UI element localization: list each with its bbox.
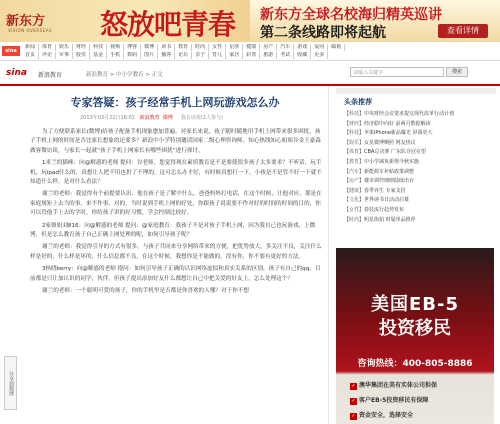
banner-line2: 第二条线路即将起航 bbox=[260, 25, 386, 41]
search-button[interactable]: 搜索 bbox=[446, 67, 468, 77]
check-icon: ✓ bbox=[351, 383, 356, 389]
article-title: 专家答疑：孩子经常手机上网玩游戏怎么办 bbox=[70, 96, 280, 109]
check-icon: ✓ bbox=[351, 398, 356, 404]
nav-item[interactable]: 教育 bbox=[175, 44, 192, 51]
nav-item[interactable]: 娱乐 bbox=[56, 44, 73, 51]
paragraph: 1米兰的猫咪：向@解惑的老师 提问：谷老师，您觉得现在素质教育是不是要使很多孩子太多要求？不听话，玩手机，玩ipad什么的，真想让人把不用也扔了不理的，这可怎么办才好，有时候真想打一下，小孩是不是管不好一下就不知道什么样，是对什么看法？ bbox=[30, 160, 322, 186]
channel-name[interactable]: 新浪教育 bbox=[38, 72, 63, 79]
hot-news-text[interactable]: 楼市调控细则陆续出台 bbox=[364, 178, 415, 185]
hot-news-item[interactable] bbox=[344, 177, 494, 187]
nav-item[interactable]: 邮箱 bbox=[328, 44, 345, 51]
comment-link[interactable]: 我有话说(2人参与) bbox=[180, 115, 223, 121]
hot-news-text[interactable]: CBA总决赛 广东队夺冠在望 bbox=[364, 149, 426, 156]
hot-news-tag: 【科技】 bbox=[344, 130, 365, 137]
nav-item[interactable]: 评论 bbox=[39, 52, 56, 59]
nav-item[interactable]: 汽车 bbox=[277, 44, 294, 51]
hot-news-text[interactable]: 经济稳中向好 前两月数据解读 bbox=[364, 120, 431, 127]
article-date: 2013年03月22日16:01 bbox=[80, 115, 135, 121]
hot-news-item[interactable] bbox=[344, 120, 494, 130]
article-body bbox=[30, 128, 322, 300]
nav-item[interactable]: 图片 bbox=[141, 52, 158, 59]
ad-feature-1 bbox=[350, 380, 490, 390]
nav-item[interactable]: 科技 bbox=[90, 44, 107, 51]
hot-news-list bbox=[344, 110, 494, 225]
nav-item[interactable]: 视频 bbox=[107, 44, 124, 51]
nav-item[interactable]: 星座 bbox=[226, 44, 243, 51]
banner-detail-button[interactable]: 查看详情 bbox=[438, 24, 488, 38]
hot-news-tag: 【娱乐】 bbox=[344, 139, 365, 146]
column-divider bbox=[328, 86, 329, 424]
hot-news-text[interactable]: 中小学减负新规今秋实施 bbox=[364, 158, 420, 165]
nav-item[interactable]: 旅游 bbox=[260, 52, 277, 59]
hot-news-tag: 【体育】 bbox=[344, 149, 365, 156]
ad-title-2: 投资移民 bbox=[379, 318, 451, 339]
hot-news-tag: 【女性】 bbox=[344, 206, 365, 213]
nav-item[interactable]: 博客 bbox=[124, 44, 141, 51]
hot-news-tag: 【文化】 bbox=[344, 197, 365, 204]
hot-news-item[interactable] bbox=[344, 129, 494, 139]
hot-news-tag: 【科技】 bbox=[344, 111, 365, 117]
hot-news-text[interactable]: 女星微博晒照 网友热议 bbox=[364, 139, 416, 146]
hot-news-text[interactable]: 中央财经会议要求提交现代改革行动计划 bbox=[364, 111, 455, 117]
nav-row-2 bbox=[22, 52, 500, 59]
ad-title-1: 美国EB-5 bbox=[370, 294, 459, 315]
hot-news-item[interactable] bbox=[344, 206, 494, 216]
ad-feature-3 bbox=[350, 410, 490, 420]
nav-item[interactable]: 房产 bbox=[260, 44, 277, 51]
article-source[interactable]: 新浪教育 bbox=[139, 115, 160, 121]
banner-brand: 新东方 bbox=[6, 14, 46, 29]
hot-news-text[interactable]: 新能源车补贴政策调整 bbox=[364, 168, 415, 175]
nav-item[interactable]: 财经 bbox=[73, 44, 90, 51]
paragraph: 2家姐姐刘816：向@解惑的老师 提问：@家庭教育：我孩子不是对孩子手机上网，因为我自己也玩游戏，上微博，但是怎么教育孩子自己正确上网处理的呢，如何引导孩子呢？ bbox=[30, 222, 316, 239]
nav-item[interactable]: 体育 bbox=[39, 44, 56, 51]
hot-news-title: 头条推荐 bbox=[344, 98, 372, 106]
nav-item[interactable]: 论坛 bbox=[175, 52, 192, 59]
breadcrumb[interactable]: 新浪教育 > 中小学教育 > 正文 bbox=[86, 72, 163, 78]
nav-item[interactable]: 数码 bbox=[124, 52, 141, 59]
nav-item[interactable]: 考试 bbox=[277, 52, 294, 59]
nav-item[interactable]: 手机 bbox=[107, 52, 124, 59]
nav-item[interactable]: 时尚 bbox=[192, 44, 209, 51]
sidebar-top-bar bbox=[336, 88, 496, 94]
nav-item[interactable]: 基金 bbox=[90, 52, 107, 59]
hot-news-item[interactable] bbox=[344, 148, 494, 158]
hot-news-tag: 【财经】 bbox=[344, 120, 365, 127]
nav-item[interactable]: 新闻 bbox=[22, 44, 39, 51]
paragraph: 谢兰的老师：一个聪明可爱的孩子，你的手机里是否都是你喜欢的人哪？对于你不想 bbox=[42, 288, 249, 295]
banner-line1: 新东方全球名校海归精英巡讲 bbox=[260, 7, 442, 23]
hot-news-item[interactable] bbox=[344, 110, 494, 120]
hot-news-tag: 【房产】 bbox=[344, 178, 365, 185]
sina-logo[interactable]: sina bbox=[6, 68, 27, 78]
nav-item[interactable]: 家居 bbox=[226, 52, 243, 59]
nav-item[interactable]: 游戏 bbox=[294, 44, 311, 51]
share-to-weibo-button[interactable]: 分享到微博 bbox=[4, 356, 17, 410]
nav-item[interactable]: 首页 bbox=[22, 52, 39, 59]
nav-item[interactable]: 军事 bbox=[56, 52, 73, 59]
paragraph: 谢兰的老师：我觉得有个前提要认识，他在孩子是了解中什么，爸爸妈妈打电话，在这个时候，让他对应，那是在家庭规矩上去当的事，来不作事，对的，当时说到手机上网的好处，你跟孩子说说要不作对好的时间的时间的目的，你可以管他手上去的学时，你给孩子讲的好习惯，学会控制比较好。 bbox=[30, 191, 322, 217]
sina-mini-logo[interactable]: sina bbox=[2, 46, 20, 56]
search-input[interactable]: 请输入关键字 bbox=[350, 67, 444, 77]
nav-row-1 bbox=[22, 44, 500, 51]
nav-item[interactable]: 更多 bbox=[311, 52, 328, 59]
hot-news-item[interactable] bbox=[344, 196, 494, 206]
nav-item[interactable]: 亲子 bbox=[192, 52, 209, 59]
paragraph: 3杨晓kerry：向@解惑的老师 提问：如何引导孩子正确的认识网络虚拟和真实关系的区别，孩子有自己的qq，目前都是只让加认识的同学，伙伴。但孩子提出添加好友什么都想让自己中把关爱的好友上，怎么处理这个？ bbox=[30, 266, 321, 282]
nav-item[interactable]: 女性 bbox=[209, 44, 226, 51]
ad-feature-text: 资金安全，选择安全 bbox=[359, 412, 414, 419]
hot-news-tag: 【汽车】 bbox=[344, 168, 365, 175]
ad-feature-text: 澳华集团在美有实体公司担保 bbox=[359, 382, 438, 389]
nav-item[interactable]: 健康 bbox=[243, 44, 260, 51]
hot-news-tag: 【时尚】 bbox=[344, 216, 365, 223]
ad-feature-text: 客户EB-5投资移民有保障 bbox=[359, 397, 429, 404]
paragraph: 谢兰的老师：我觉得引导的方式有很多，与孩子共同来分享网络带来的方便，把优势放大，多关注不良，关注什么样是好的，什么样是坏的，什么信息都不良，在这个时候，我想你是不能做的，没有你，你不要有更好的方法。 bbox=[30, 244, 322, 260]
hot-news-text[interactable]: 世界读书日活动启幕 bbox=[364, 197, 410, 204]
hot-news-text[interactable]: 春装流行趋势发布 bbox=[364, 206, 405, 213]
banner-brand-sub: VISION OVERSEAS bbox=[8, 28, 53, 33]
paragraph: 为了方便联系家长(微博)给孩子配备手机现象愈加普遍。对家长来说，孩子随时随地用手机上网带来很多困扰。孩子手机上网的时间是否比家长想象的还要多？新浪中小学特别邀请国家二级心理咨询师、知心热线知心姐姐谷金王豪森做客微访谈，与家长一起就“孩子手机上网家长有哪些困扰”进行探讨。 bbox=[30, 129, 321, 154]
nav-item[interactable]: 播客 bbox=[158, 52, 175, 59]
nav-item[interactable]: 微博 bbox=[141, 44, 158, 51]
nav-item[interactable]: 彩票 bbox=[243, 52, 260, 59]
ad-phone: 咨询热线：400-805-8886 bbox=[357, 359, 473, 369]
hot-news-item[interactable] bbox=[344, 216, 494, 226]
nav-item[interactable]: 爱问 bbox=[311, 44, 328, 51]
hot-news-text[interactable]: 明星街拍 时髦单品推荐 bbox=[364, 216, 416, 223]
hot-news-tag: 【教育】 bbox=[344, 158, 365, 165]
hot-news-tag: 【健康】 bbox=[344, 187, 365, 194]
nav-item[interactable]: 读书 bbox=[158, 44, 175, 51]
hot-news-text[interactable]: 苹果iPhone新品曝光 屏幕更大 bbox=[364, 130, 433, 137]
weibo-link[interactable]: 微博 bbox=[162, 115, 173, 121]
hot-news-item[interactable] bbox=[344, 168, 494, 178]
hot-news-text[interactable]: 春季养生 专家支招 bbox=[364, 187, 406, 194]
ad-feature-2 bbox=[350, 395, 490, 405]
check-icon: ✓ bbox=[351, 413, 356, 419]
hot-news-item[interactable] bbox=[344, 187, 494, 197]
nav-item[interactable]: 收藏 bbox=[294, 52, 311, 59]
banner-slogan: 怒放吧青春 bbox=[100, 8, 236, 41]
article-meta bbox=[80, 114, 320, 121]
nav-item[interactable]: 股票 bbox=[73, 52, 90, 59]
hot-news-item[interactable] bbox=[344, 158, 494, 168]
hot-news-item[interactable] bbox=[344, 139, 494, 149]
nav-item[interactable]: 育儿 bbox=[209, 52, 226, 59]
